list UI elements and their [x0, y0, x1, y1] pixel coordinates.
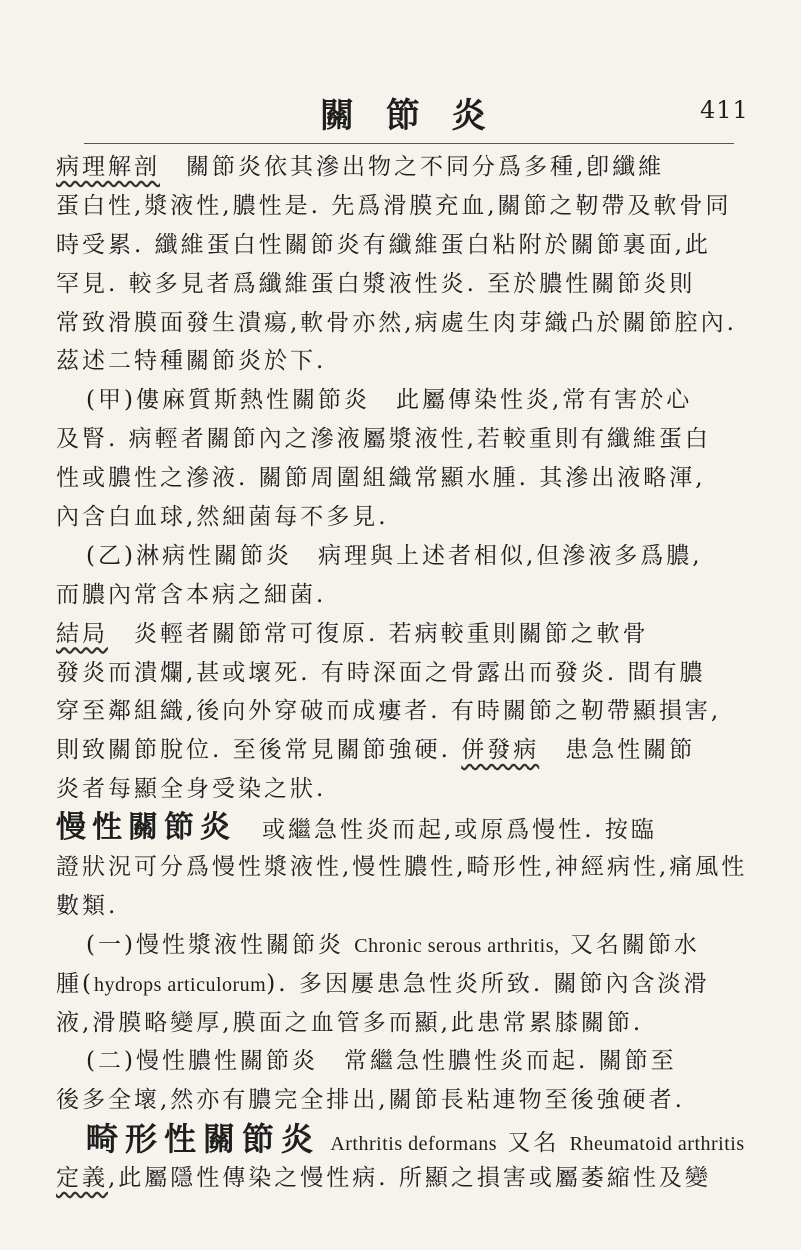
- text-run: (甲)僂麻質斯熱性關節炎 此屬傳染性炎,常有害於心: [86, 387, 693, 414]
- latin-term: Arthritis deformans: [330, 1133, 498, 1156]
- text-line: [56, 187, 746, 226]
- text-line: [56, 848, 746, 887]
- text-run: 茲述二特種關節炎於下.: [56, 348, 327, 375]
- text-line: [56, 1081, 746, 1120]
- text-line: [56, 809, 746, 848]
- running-header-title: 關 節 炎: [320, 96, 496, 136]
- subsection-heading: 病理解剖: [56, 154, 160, 180]
- subsection-heading: 定義: [56, 1165, 108, 1192]
- text-run: 時受累. 纖維蛋白性關節炎有纖維蛋白粘附於關節裏面,此: [56, 231, 711, 258]
- text-run: 蛋白性,漿液性,膿性是. 先爲滑膜充血,關節之靭帶及軟骨同: [56, 192, 732, 219]
- text-run: 內含白血球,然細菌每不多見.: [56, 504, 389, 531]
- text-run: 證狀況可分爲慢性漿液性,慢性膿性,畸形性,神經病性,痛風性: [56, 854, 748, 881]
- text-run: 罕見. 較多見者爲纖維蛋白漿液性炎. 至於膿性關節炎則: [56, 270, 696, 297]
- text-run: 或繼急性炎而起,或原爲慢性. 按臨: [236, 817, 657, 844]
- text-line: [56, 459, 746, 498]
- text-run: 關節炎依其滲出物之不同分爲多種,卽纖維: [160, 154, 665, 180]
- latin-term: Rheumatoid arthritis: [569, 1133, 745, 1156]
- text-line: [56, 965, 746, 1004]
- text-run: (二)慢性膿性關節炎 常繼急性膿性炎而起. 關節至: [86, 1048, 677, 1075]
- section-heading: 慢性關節炎: [56, 810, 236, 846]
- latin-term: hydrops articulorum: [93, 973, 267, 996]
- text-run: 患急性關節: [539, 737, 696, 764]
- text-line: [56, 420, 746, 459]
- text-run: 又名: [497, 1130, 570, 1157]
- text-line: [56, 770, 746, 809]
- text-run: (一)慢性漿液性關節炎: [86, 931, 355, 958]
- text-line: [56, 692, 746, 731]
- text-run: 性或膿性之滲液. 關節周圍組織常顯水腫. 其滲出液略渾,: [56, 465, 706, 492]
- text-line: [86, 1042, 746, 1081]
- text-line: [56, 654, 746, 693]
- text-line: [86, 926, 746, 965]
- latin-term: Chronic serous arthritis,: [354, 934, 560, 957]
- text-line: [86, 537, 746, 576]
- text-run: ). 多因屢患急性炎所致. 關節內含淡滑: [266, 970, 710, 997]
- text-run: 炎輕者關節常可復原. 若病較重則關節之軟骨: [108, 620, 649, 647]
- section-heading: 畸形性關節炎: [86, 1120, 321, 1159]
- text-line: [56, 498, 746, 537]
- text-line: [56, 1004, 746, 1043]
- text-run: 又名關節水: [559, 931, 700, 958]
- text-run: 而膿內常含本病之細菌.: [56, 581, 327, 608]
- text-run: 數類.: [56, 892, 119, 919]
- text-run: 發炎而潰爛,甚或壞死. 有時深面之骨露出而發炎. 間有膿: [56, 659, 706, 686]
- text-line: [56, 148, 746, 187]
- text-run: 炎者每顯全身受染之狀.: [56, 776, 327, 803]
- text-line: [56, 576, 746, 615]
- text-line: [56, 615, 746, 654]
- text-line: [56, 265, 746, 304]
- page-number: 411: [700, 96, 749, 124]
- text-run: 穿至鄰組織,後向外穿破而成瘻者. 有時關節之靭帶顯損害,: [56, 698, 722, 725]
- text-run: 常致滑膜面發生潰瘍,軟骨亦然,病處生肉芽織凸於關節腔內.: [56, 309, 737, 336]
- subsection-heading: 結局: [56, 620, 108, 647]
- text-run: ,此屬隱性傳染之慢性病. 所顯之損害或屬萎縮性及變: [108, 1165, 711, 1192]
- subsection-heading: 併發病: [461, 737, 540, 764]
- text-line: [56, 342, 746, 381]
- text-line: [86, 1120, 746, 1159]
- text-line: [56, 887, 746, 926]
- text-run: 後多全壞,然亦有膿完全排出,關節長粘連物至後強硬者.: [56, 1087, 685, 1114]
- text-run: (乙)淋病性關節炎 病理與上述者相似,但滲液多爲膿,: [86, 542, 703, 569]
- text-line: [56, 226, 746, 265]
- text-run: 腫(: [56, 970, 94, 997]
- text-line: [86, 381, 746, 420]
- text-line: [56, 1159, 746, 1198]
- text-line: [56, 731, 746, 770]
- text-run: 及腎. 病輕者關節內之滲液屬漿液性,若較重則有纖維蛋白: [56, 426, 711, 453]
- header-rule: [84, 143, 734, 144]
- text-run: [320, 1130, 330, 1156]
- text-run: 則致關節脫位. 至後常見關節強硬.: [56, 737, 462, 764]
- text-line: [56, 304, 746, 343]
- page-body-text: [56, 148, 746, 1198]
- text-run: 液,滑膜略變厚,膜面之血管多而顯,此患常累膝關節.: [56, 1009, 644, 1036]
